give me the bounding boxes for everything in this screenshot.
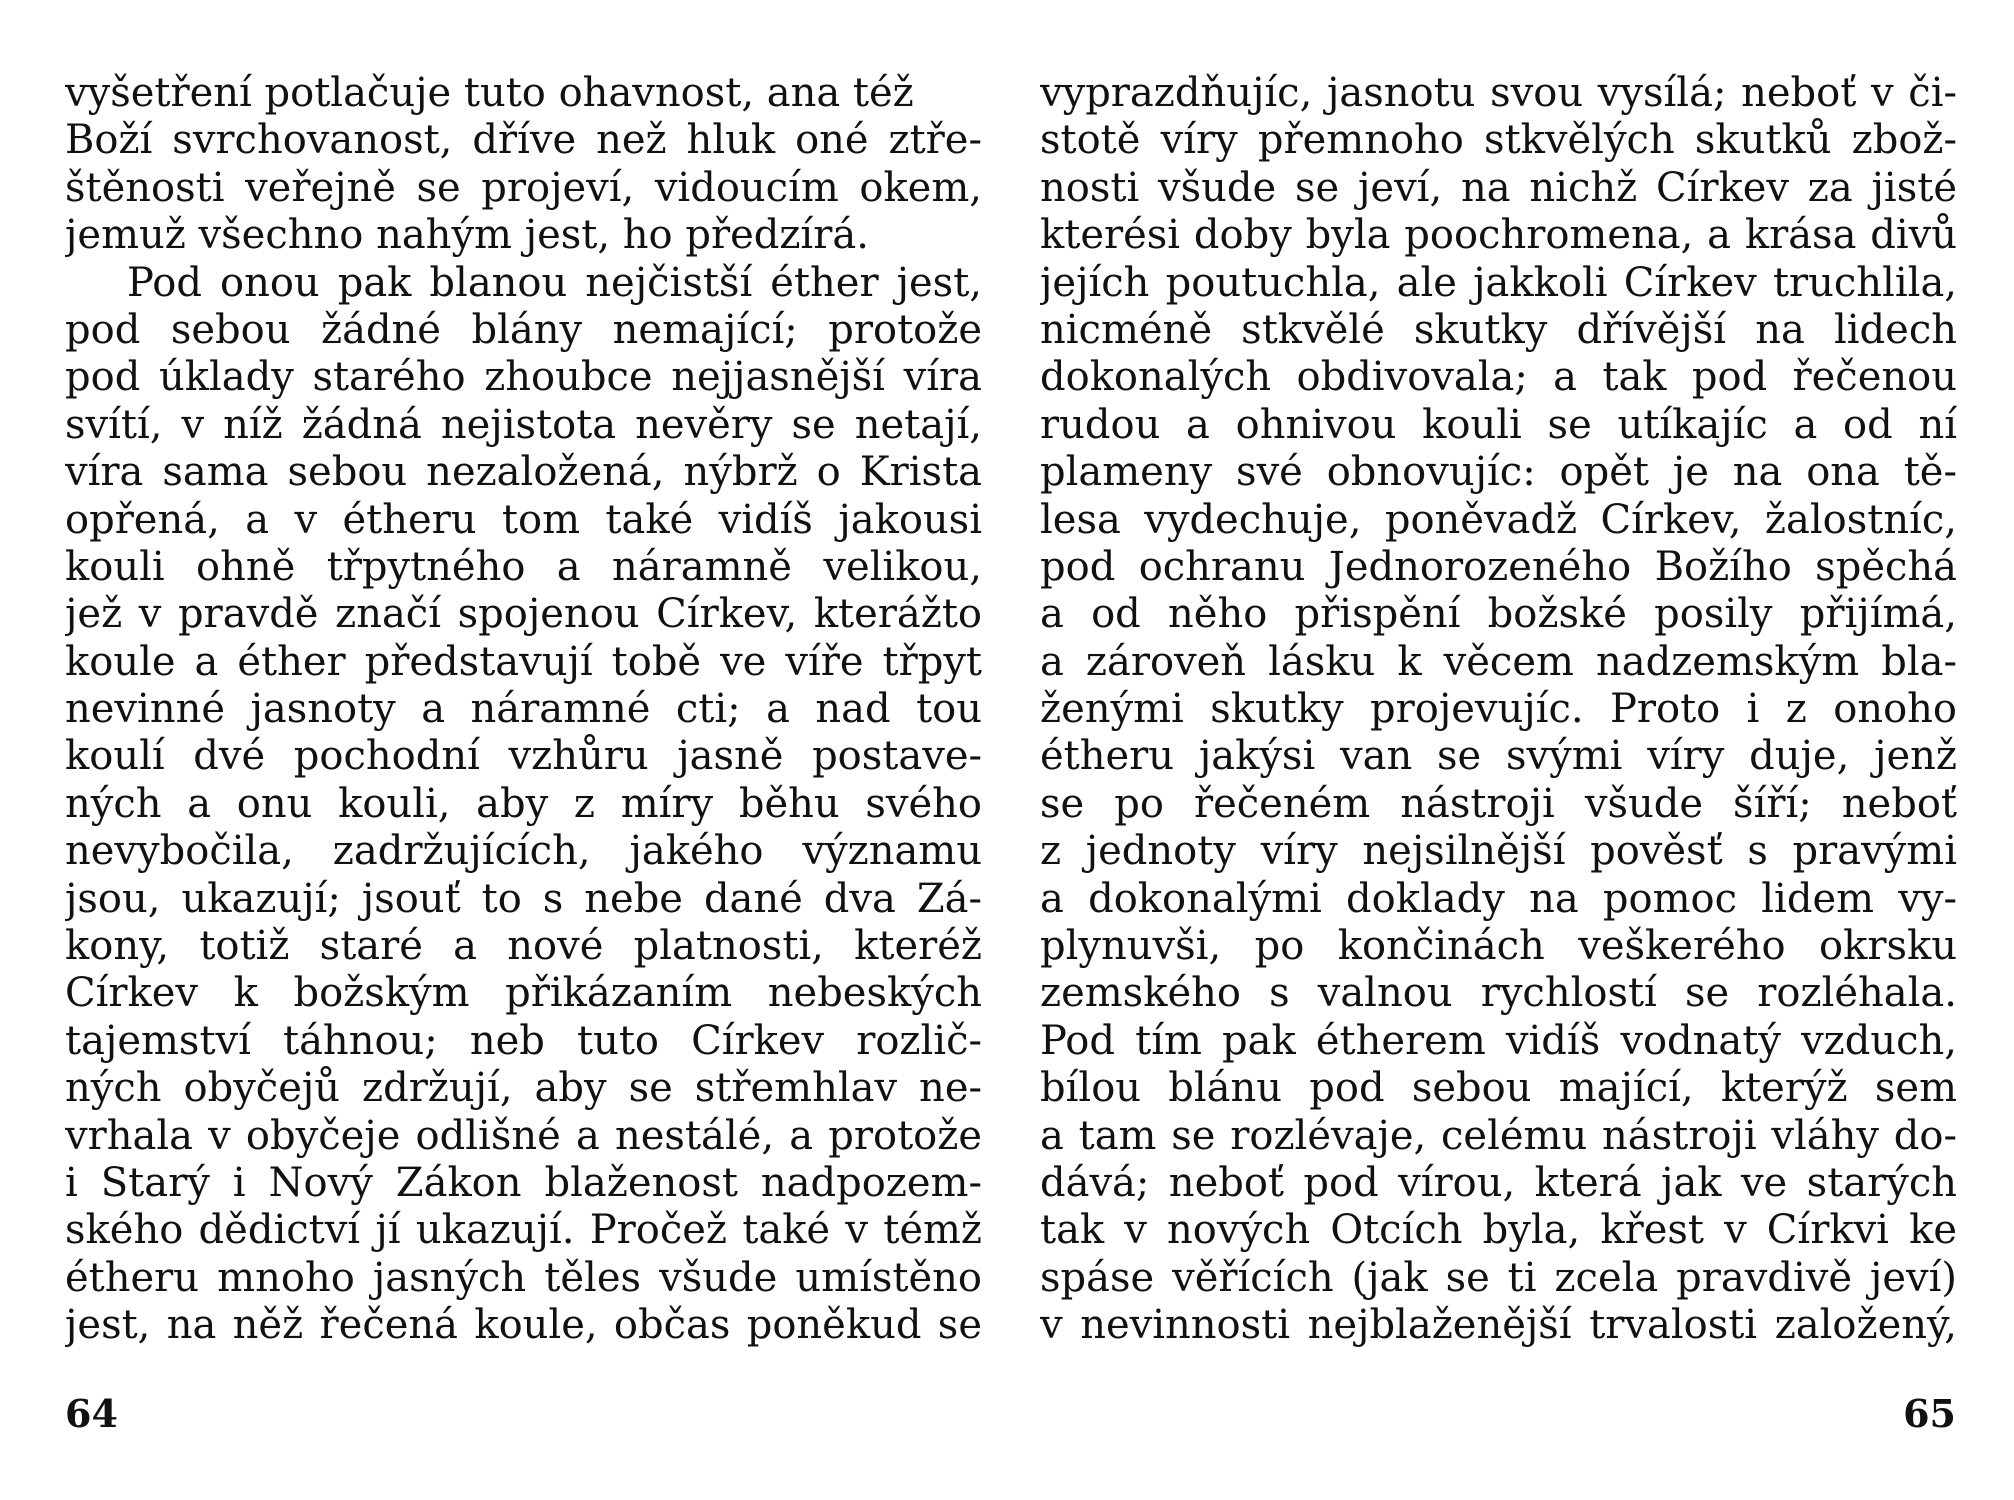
text-line: Boží svrchovanost, dříve než hluk oné ztře- xyxy=(65,117,982,164)
text-line: zemského s valnou rychlostí se rozléhala. xyxy=(1040,970,1957,1017)
text-line: nevinné jasnoty a náramné cti; a nad tou xyxy=(65,686,982,733)
text-line: kterési doby byla poochromena, a krása divů xyxy=(1040,212,1957,259)
text-line: dává; neboť pod vírou, která jak ve starých xyxy=(1040,1159,1957,1206)
text-line: svítí, v níž žádná nejistota nevěry se netají, xyxy=(65,401,982,448)
text-line: ženými skutky projevujíc. Proto i z onoho xyxy=(1040,686,1957,733)
text-line: pod sebou žádné blány nemající; protože xyxy=(65,306,982,353)
text-line: a dokonalými doklady na pomoc lidem vy- xyxy=(1040,875,1957,922)
text-line: étheru mnoho jasných těles všude umístěno xyxy=(65,1254,982,1301)
text-line: tajemství táhnou; neb tuto Církev rozlič- xyxy=(65,1017,982,1064)
text-line: ných obyčejů zdržují, aby se střemhlav ne- xyxy=(65,1065,982,1112)
text-line: a tam se rozlévaje, celému nástroji vláhy do- xyxy=(1040,1112,1957,1159)
text-line: nevybočila, zadržujících, jakého významu xyxy=(65,828,982,875)
text-line: štěnosti veřejně se projeví, vidoucím okem, xyxy=(65,164,982,211)
right-page-text xyxy=(1040,70,1957,1350)
text-line: tak v nových Otcích byla, křest v Církvi ke xyxy=(1040,1207,1957,1254)
left-page-number: 64 xyxy=(65,1391,118,1436)
text-line: stotě víry přemnoho stkvělých skutků zbož- xyxy=(1040,117,1957,164)
text-line: a od něho přispění božské posily přijímá, xyxy=(1040,591,1957,638)
text-line: jsou, ukazují; jsouť to s nebe dané dva Zá- xyxy=(65,875,982,922)
text-line: jest, na něž řečená koule, občas poněkud se xyxy=(65,1302,982,1349)
text-line: Pod tím pak étherem vidíš vodnatý vzduch, xyxy=(1040,1017,1957,1064)
text-line: víra sama sebou nezaložená, nýbrž o Krista xyxy=(65,449,982,496)
text-line: jež v pravdě značí spojenou Církev, kterážto xyxy=(65,591,982,638)
text-line: kony, totiž staré a nové platnosti, kteréž xyxy=(65,923,982,970)
text-line: i Starý i Nový Zákon blaženost nadpozem- xyxy=(65,1159,982,1206)
text-line: z jednoty víry nejsilnější pověsť s pravými xyxy=(1040,828,1957,875)
text-line: ných a onu kouli, aby z míry běhu svého xyxy=(65,780,982,827)
text-line: Církev k božským přikázaním nebeských xyxy=(65,970,982,1017)
text-line: kouli ohně třpytného a náramně velikou, xyxy=(65,543,982,590)
left-page-text xyxy=(65,70,982,1350)
text-line: rudou a ohnivou kouli se utíkajíc a od ní xyxy=(1040,401,1957,448)
text-line: se po řečeném nástroji všude šíří; neboť xyxy=(1040,780,1957,827)
text-line: étheru jakýsi van se svými víry duje, jenž xyxy=(1040,733,1957,780)
text-line: lesa vydechuje, poněvadž Církev, žalostníc, xyxy=(1040,496,1957,543)
text-line: spáse věřících (jak se ti zcela pravdivě jeví) xyxy=(1040,1254,1957,1301)
text-line: nosti všude se jeví, na nichž Církev za jisté xyxy=(1040,164,1957,211)
right-page-number: 65 xyxy=(1903,1391,1956,1436)
text-line: koule a éther představují tobě ve víře třpyt xyxy=(65,638,982,685)
text-line: nicméně stkvělé skutky dřívější na lidech xyxy=(1040,306,1957,353)
text-line: pod ochranu Jednorozeného Božího spěchá xyxy=(1040,543,1957,590)
text-line: vrhala v obyčeje odlišné a nestálé, a protože xyxy=(65,1112,982,1159)
text-line: koulí dvé pochodní vzhůru jasně postave- xyxy=(65,733,982,780)
text-line: ského dědictví jí ukazují. Pročež také v témž xyxy=(65,1207,982,1254)
text-line: jejích poutuchla, ale jakkoli Církev truchlila, xyxy=(1040,259,1957,306)
text-line: opřená, a v étheru tom také vidíš jakousi xyxy=(65,496,982,543)
text-line: a zároveň lásku k věcem nadzemským bla- xyxy=(1040,638,1957,685)
text-line: plameny své obnovujíc: opět je na ona tě- xyxy=(1040,449,1957,496)
text-line: pod úklady starého zhoubce nejjasnější víra xyxy=(65,354,982,401)
text-line: vyšetření potlačuje tuto ohavnost, ana též xyxy=(65,70,914,116)
text-line: Pod onou pak blanou nejčistší éther jest, xyxy=(127,259,982,306)
text-line: vyprazdňujíc, jasnotu svou vysílá; neboť v či- xyxy=(1040,70,1957,116)
text-line: v nevinnosti nejblaženější trvalosti založený, xyxy=(1040,1302,1957,1349)
text-line: bílou blánu pod sebou mající, kterýž sem xyxy=(1040,1065,1957,1112)
text-line: dokonalých obdivovala; a tak pod řečenou xyxy=(1040,354,1957,401)
text-line: plynuvši, po končinách veškerého okrsku xyxy=(1040,923,1957,970)
text-line: jemuž všechno nahým jest, ho předzírá. xyxy=(65,212,869,259)
